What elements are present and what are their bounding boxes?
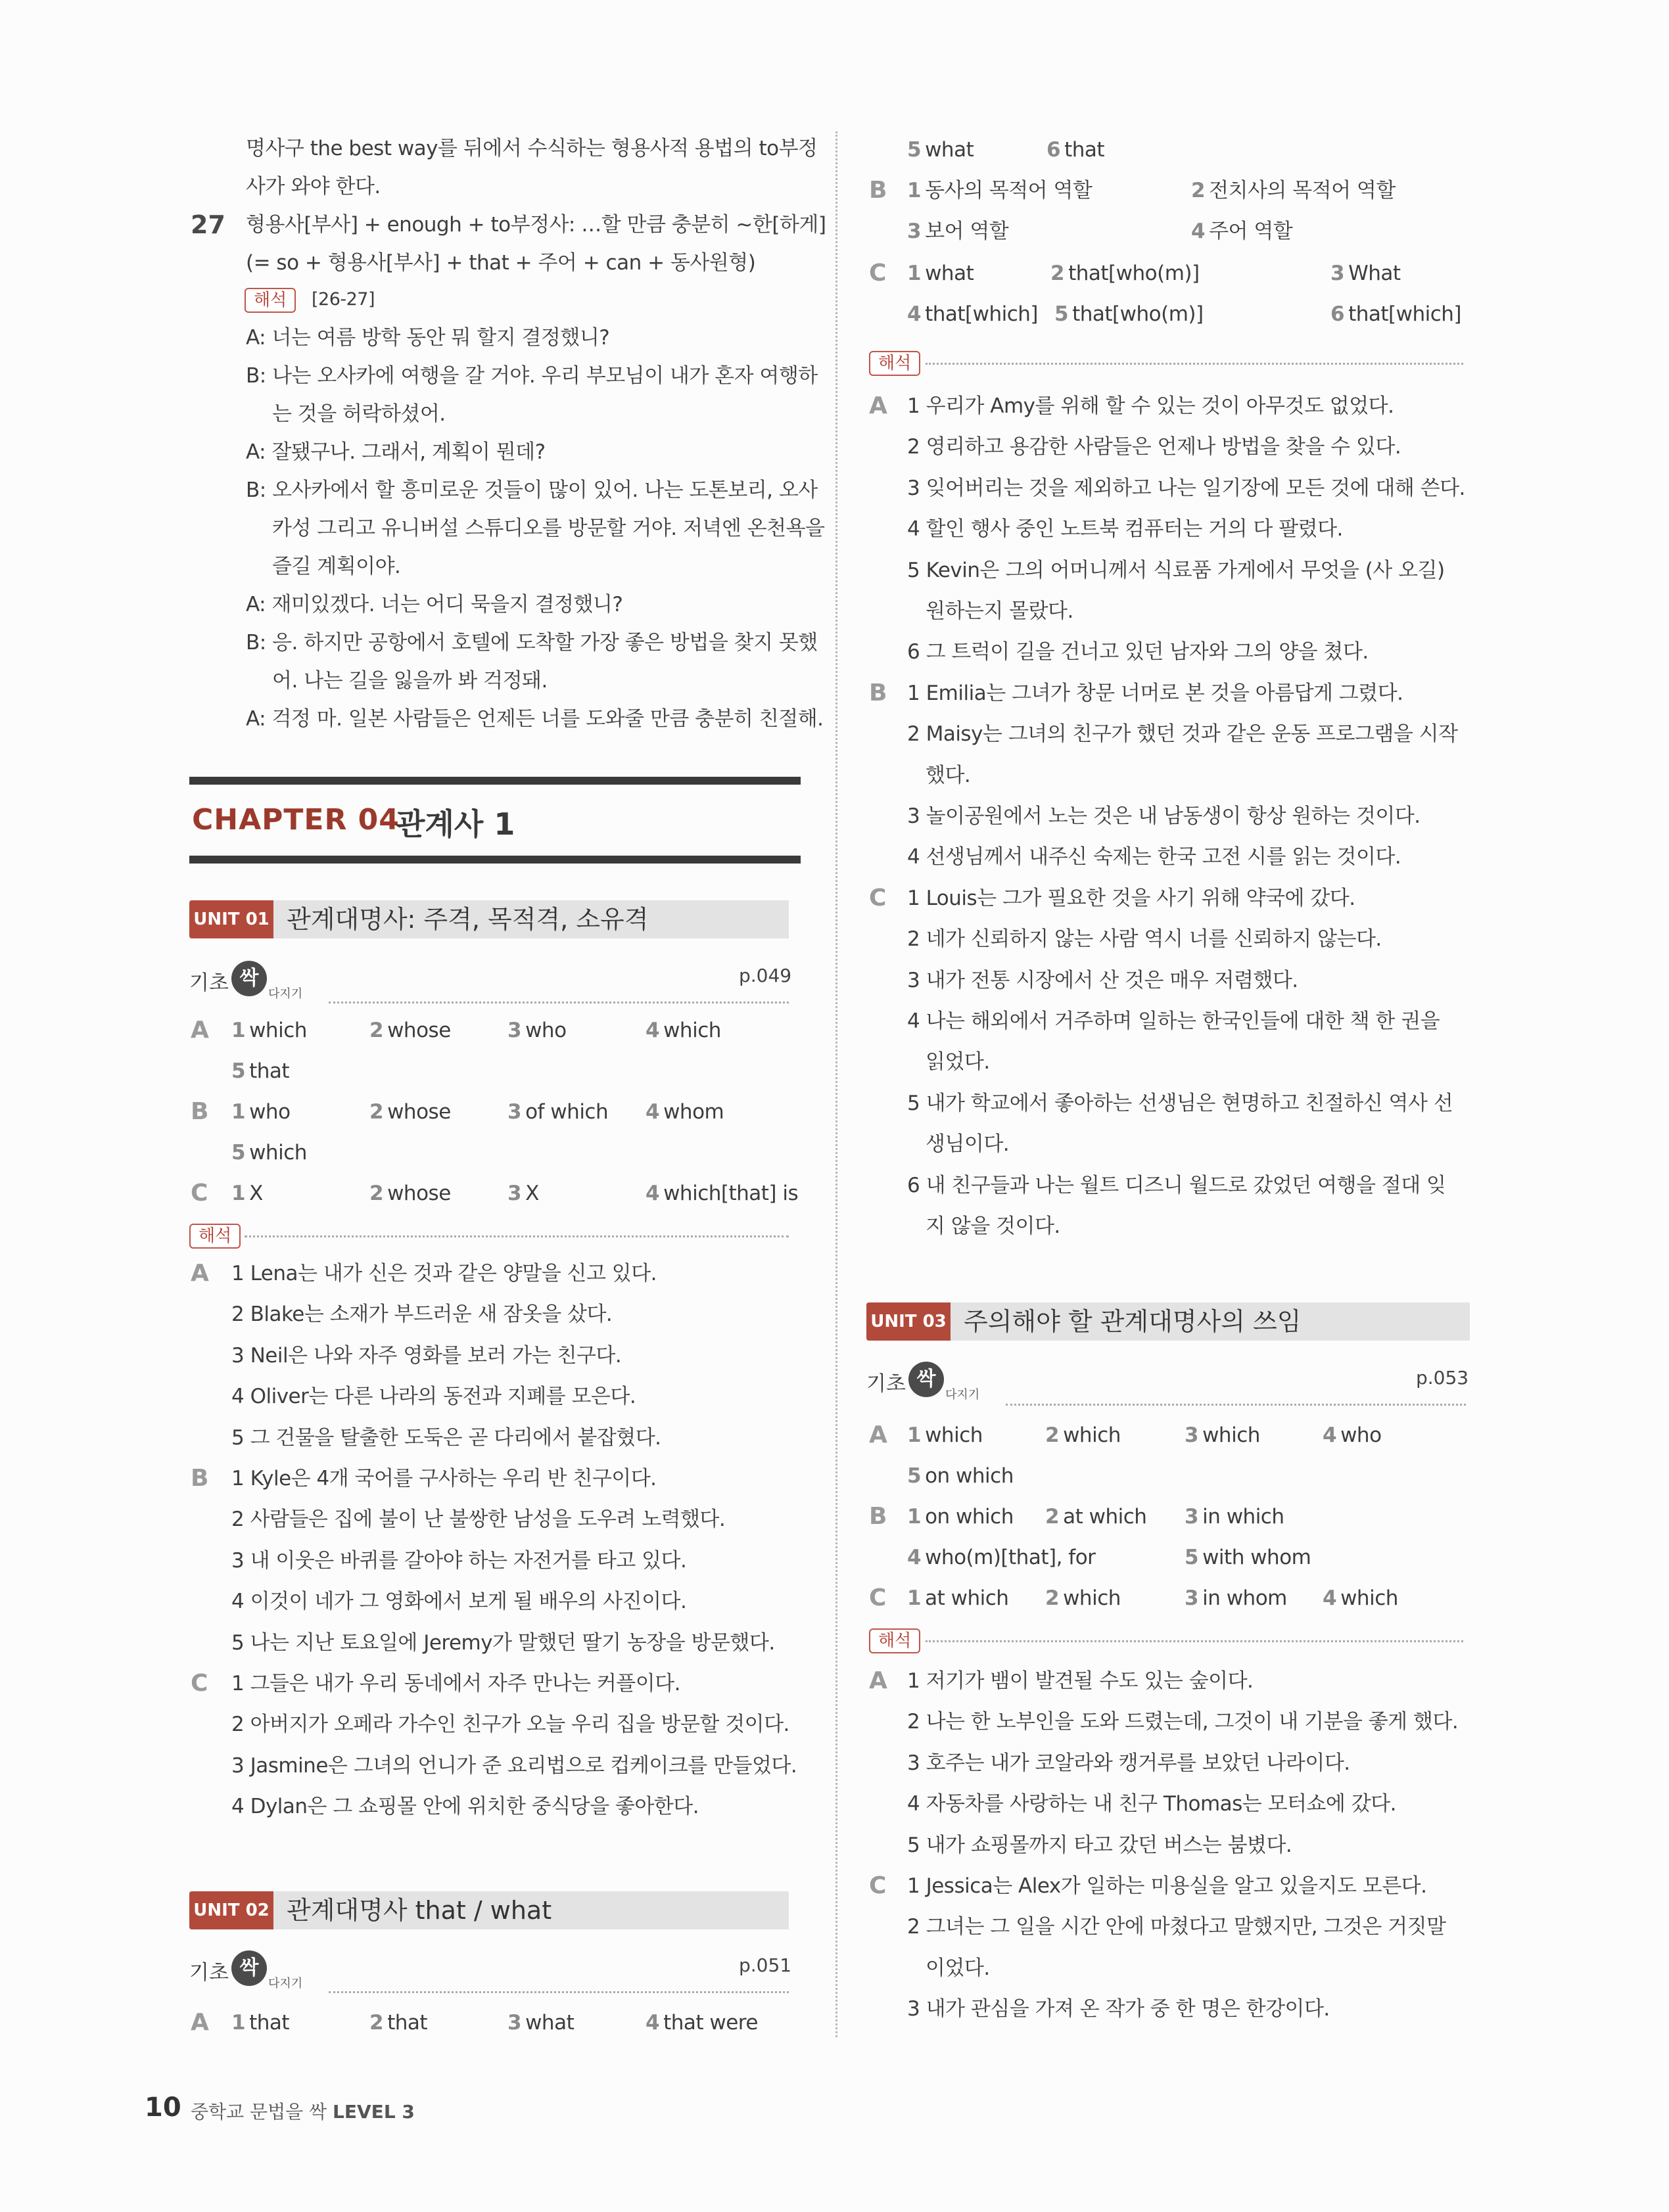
answer-number: 4 <box>646 1100 660 1124</box>
answer-item <box>907 1544 1095 1571</box>
answer-item <box>231 1180 263 1207</box>
unit-title: 관계대명사 that / what <box>287 1896 552 1925</box>
translation-line: 1 저기가 뱀이 발견될 수도 있는 숲이다. <box>907 1669 1254 1693</box>
translation-line: 이었다. <box>926 1956 990 1980</box>
answer-number: 2 <box>1045 1423 1060 1447</box>
answer-number: 3 <box>1185 1423 1199 1447</box>
translation-line: 4 할인 행사 중인 노트북 컴퓨터는 거의 다 팔렸다. <box>907 517 1343 541</box>
footer-title-text: 중학교 문법을 싹 <box>191 2101 327 2123</box>
answer-number: 2 <box>1050 262 1065 285</box>
section-mark-b: B <box>869 679 887 706</box>
answer-number: 1 <box>907 262 922 285</box>
daji-label: 다지기 <box>268 1977 303 1991</box>
answer-item <box>1323 1585 1398 1611</box>
answer-item <box>907 1422 983 1448</box>
answer-number: 6 <box>1330 302 1345 326</box>
answer-value: X <box>525 1182 539 1205</box>
section-mark-c: C <box>869 260 887 287</box>
section-mark-b: B <box>191 1465 209 1492</box>
translation-line: 1 Kyle은 4개 국어를 구사하는 우리 반 친구이다. <box>231 1467 657 1490</box>
dotted-rule <box>1006 1404 1466 1406</box>
translation-line: 6 그 트럭이 길을 건너고 있던 남자와 그의 양을 쳤다. <box>907 640 1369 664</box>
translation-line: 6 내 친구들과 나는 월트 디즈니 월드로 갔었던 여행을 절대 잊 <box>907 1173 1446 1197</box>
dialog-line: A: 재미있겠다. 너는 어디 묵을지 결정했니? <box>246 593 623 616</box>
answer-item <box>1045 1422 1121 1448</box>
answer-number: 3 <box>907 219 922 243</box>
daji-label: 다지기 <box>268 987 303 1001</box>
answer-item <box>507 2010 574 2036</box>
translation-line: 원하는지 몰랐다. <box>926 599 1073 623</box>
translation-line: 4 나는 해외에서 거주하며 일하는 한국인들에 대한 책 한 권을 <box>907 1009 1440 1033</box>
column-divider <box>835 131 837 2037</box>
answer-number: 2 <box>369 1100 384 1124</box>
answer-value: in whom <box>1202 1586 1287 1610</box>
answer-item <box>507 1099 608 1125</box>
translation-line: 생님이다. <box>926 1132 1010 1157</box>
translation-line: 1 우리가 Amy를 위해 할 수 있는 것이 아무것도 없었다. <box>907 394 1394 418</box>
chapter-rule-top <box>189 777 801 785</box>
page-reference: p.051 <box>739 1954 792 1976</box>
answer-value: which <box>249 1019 307 1042</box>
answer-number: 2 <box>369 1182 384 1205</box>
dialog-line: B: 오사카에서 할 흥미로운 것들이 많이 있어. 나는 도톤보리, 오사 <box>246 478 818 502</box>
ssak-badge: 싹 <box>231 1950 267 1986</box>
answer-item <box>907 1585 1008 1611</box>
translation-tag: 해석 <box>245 288 296 313</box>
answer-value: at which <box>1063 1505 1147 1529</box>
answer-value: which <box>925 1423 983 1447</box>
translation-line: 2 그녀는 그 일을 시간 안에 마쳤다고 말했지만, 그것은 거짓말 <box>907 1915 1446 1939</box>
answer-value: with whom <box>1202 1546 1311 1569</box>
ssak-badge: 싹 <box>908 1362 944 1397</box>
answer-number: 5 <box>231 1059 246 1083</box>
dialog-line: 는 것을 허락하셨어. <box>272 402 446 426</box>
translation-line: 1 Lena는 내가 신은 것과 같은 양말을 신고 있다. <box>231 1262 657 1285</box>
answer-number: 1 <box>231 1100 246 1124</box>
unit-02-header <box>189 1891 789 1929</box>
translation-line: 3 내가 전통 시장에서 산 것은 매우 저렴했다. <box>907 968 1298 992</box>
ssak-badge: 싹 <box>231 961 267 996</box>
answer-number: 5 <box>1054 302 1069 326</box>
answer-value: who <box>249 1100 291 1124</box>
dotted-rule <box>329 1991 789 1993</box>
answer-number: 4 <box>1191 219 1206 243</box>
unit-title: 관계대명사: 주격, 목적격, 소유격 <box>287 905 649 934</box>
answer-item <box>231 1017 307 1044</box>
chapter-number: CHAPTER 04 <box>192 803 400 837</box>
answer-value: whose <box>387 1182 451 1205</box>
translation-line: 5 내가 학교에서 좋아하는 선생님은 현명하고 친절하신 역사 선 <box>907 1091 1453 1115</box>
answer-value: that <box>387 2011 428 2035</box>
intro-line: 사가 와야 한다. <box>246 175 381 198</box>
range-label: [26-27] <box>312 289 375 310</box>
translation-line: 3 내가 관심을 가져 온 작가 중 한 명은 한강이다. <box>907 1997 1330 2021</box>
answer-value: that <box>1064 138 1105 162</box>
answer-number: 1 <box>907 1586 922 1610</box>
section-mark-c: C <box>869 1872 887 1899</box>
answer-item <box>231 2010 289 2036</box>
answer-item <box>907 1504 1014 1530</box>
dotted-rule <box>329 1002 789 1003</box>
section-mark-b: B <box>191 1098 209 1125</box>
section-mark-b: B <box>869 177 887 204</box>
dialog-line: B: 응. 하지만 공항에서 호텔에 도착할 가장 좋은 방법을 찾지 못했 <box>246 631 818 655</box>
answer-number: 6 <box>1046 138 1061 162</box>
section-mark-a: A <box>869 1667 887 1694</box>
answer-value: which <box>1202 1423 1260 1447</box>
dotted-rule <box>245 1235 789 1237</box>
answer-number: 2 <box>1191 179 1206 202</box>
dotted-rule <box>926 363 1463 365</box>
answer-number: 5 <box>231 1141 246 1164</box>
unit-01-header <box>189 900 789 938</box>
section-mark-a: A <box>869 392 887 419</box>
unit-badge: UNIT 02 <box>189 1891 273 1929</box>
answer-number: 4 <box>646 1019 660 1042</box>
answer-item <box>907 301 1038 327</box>
answer-value: that[which] <box>925 302 1039 326</box>
answer-number: 3 <box>507 1182 522 1205</box>
page-number: 10 <box>145 2092 181 2123</box>
answer-value: X <box>249 1182 263 1205</box>
chapter-rule-bottom <box>189 856 801 864</box>
answer-number: 1 <box>231 1182 246 1205</box>
page-reference: p.053 <box>1416 1367 1469 1389</box>
answer-number: 3 <box>507 1100 522 1124</box>
unit-badge: UNIT 01 <box>189 900 273 938</box>
section-mark-c: C <box>869 884 887 911</box>
answer-item <box>231 1099 291 1125</box>
answer-value: of which <box>525 1100 609 1124</box>
answer-value: on which <box>925 1505 1014 1529</box>
answer-item <box>369 1099 451 1125</box>
answer-item <box>1185 1544 1311 1571</box>
answer-value: what <box>925 262 974 285</box>
translation-line: 2 영리하고 용감한 사람들은 언제나 방법을 찾을 수 있다. <box>907 435 1401 459</box>
translation-line: 2 아버지가 오페라 가수인 친구가 오늘 우리 집을 방문할 것이다. <box>231 1713 789 1737</box>
answer-number: 4 <box>646 1182 660 1205</box>
answer-item <box>1054 301 1204 327</box>
section-mark-c: C <box>869 1584 887 1611</box>
answer-value: at which <box>925 1586 1009 1610</box>
section-mark-a: A <box>869 1421 887 1448</box>
translation-line: 4 선생님께서 내주신 숙제는 한국 고전 시를 읽는 것이다. <box>907 845 1401 869</box>
kiso-label: 기초 <box>189 971 229 995</box>
question-number: 27 <box>191 210 225 239</box>
answer-number: 4 <box>646 2011 660 2035</box>
footer-book-title <box>191 2098 415 2124</box>
translation-line: 3 호주는 내가 코알라와 캥거루를 보았던 나라이다. <box>907 1751 1350 1775</box>
translation-line: 2 네가 신뢰하지 않는 사람 역시 너를 신뢰하지 않는다. <box>907 927 1382 952</box>
unit-title: 주의해야 할 관계대명사의 쓰임 <box>964 1307 1302 1336</box>
answer-item <box>646 1017 721 1044</box>
answer-item <box>231 1140 307 1166</box>
answer-value: that were <box>663 2011 758 2035</box>
answer-item <box>1323 1422 1382 1448</box>
answer-value: in which <box>1202 1505 1284 1529</box>
answer-item <box>507 1180 539 1207</box>
answer-item <box>1185 1504 1284 1530</box>
translation-line: 읽었다. <box>926 1050 990 1074</box>
answer-item <box>646 1099 724 1125</box>
answer-item <box>907 1463 1014 1489</box>
translation-line: 1 Louis는 그가 필요한 것을 사기 위해 약국에 갔다. <box>907 886 1355 910</box>
answer-number: 4 <box>1323 1423 1337 1447</box>
answer-value: whose <box>387 1019 451 1042</box>
translation-line: 5 내가 쇼핑몰까지 타고 갔던 버스는 붐볐다. <box>907 1833 1292 1857</box>
answer-number: 5 <box>1185 1546 1199 1569</box>
answer-value: who(m)[that], for <box>925 1546 1096 1569</box>
translation-line: 3 Neil은 나와 자주 영화를 보러 가는 친구다. <box>231 1343 622 1368</box>
answer-item <box>907 137 974 163</box>
translation-line: 했다. <box>926 763 971 787</box>
dialog-line: B: 나는 오사카에 여행을 갈 거야. 우리 부모님이 내가 혼자 여행하 <box>246 364 818 388</box>
answer-value: what <box>925 138 974 162</box>
section-mark-a: A <box>191 2009 209 2036</box>
answer-number: 5 <box>907 1464 922 1488</box>
dialog-line: A: 잘됐구나. 그래서, 계획이 뭔데? <box>246 440 546 464</box>
answer-value: 보어 역할 <box>925 219 1009 243</box>
answer-item <box>507 1017 567 1044</box>
answer-number: 2 <box>1045 1505 1060 1529</box>
answer-value: who <box>525 1019 567 1042</box>
translation-line: 4 Oliver는 다른 나라의 동전과 지폐를 모은다. <box>231 1385 636 1409</box>
translation-line: 지 않을 것이다. <box>926 1214 1060 1238</box>
answer-value: which <box>1063 1586 1121 1610</box>
translation-line: 5 Kevin은 그의 어머니께서 식료품 가게에서 무엇을 (사 오길) <box>907 558 1445 582</box>
translation-line: 3 Jasmine은 그녀의 언니가 준 요리법으로 컵케이크를 만들었다. <box>231 1753 797 1778</box>
answer-number: 5 <box>907 138 922 162</box>
translation-line: 2 나는 한 노부인을 도와 드렸는데, 그것이 내 기분을 좋게 했다. <box>907 1710 1459 1734</box>
answer-number: 1 <box>231 2011 246 2035</box>
answer-value: 동사의 목적어 역할 <box>925 179 1093 202</box>
answer-item <box>646 1180 798 1207</box>
answer-value: that[who(m)] <box>1068 262 1200 285</box>
answer-number: 1 <box>907 179 922 202</box>
explanation-line: (= so + 형용사[부사] + that + 주어 + can + 동사원형) <box>246 251 756 275</box>
kiso-label: 기초 <box>189 1961 229 1985</box>
answer-number: 4 <box>907 1546 922 1569</box>
answer-item <box>646 2010 758 2036</box>
answer-item <box>369 1017 451 1044</box>
translation-tag: 해석 <box>189 1224 241 1249</box>
translation-line: 5 그 건물을 탈출한 도둑은 곧 다리에서 붙잡혔다. <box>231 1425 661 1450</box>
answer-number: 4 <box>907 302 922 326</box>
answer-item <box>907 177 1092 204</box>
dialog-line: 카성 그리고 유니버설 스튜디오를 방문할 거야. 저녁엔 온천욕을 <box>272 517 825 540</box>
kiso-label: 기초 <box>866 1372 906 1396</box>
answer-item <box>1045 1585 1121 1611</box>
answer-item <box>369 1180 451 1207</box>
dialog-line: A: 걱정 마. 일본 사람들은 언제든 너를 도와줄 만큼 충분히 친절해. <box>246 707 824 731</box>
answer-item <box>1046 137 1104 163</box>
section-mark-a: A <box>191 1017 209 1044</box>
answer-value: that <box>249 2011 290 2035</box>
section-mark-c: C <box>191 1670 208 1697</box>
answer-number: 2 <box>369 2011 384 2035</box>
answer-number: 2 <box>1045 1586 1060 1610</box>
translation-line: 4 자동차를 사랑하는 내 친구 Thomas는 모터쇼에 갔다. <box>907 1792 1396 1816</box>
translation-line: 1 Emilia는 그녀가 창문 너머로 본 것을 아름답게 그렸다. <box>907 681 1403 705</box>
answer-value: which <box>249 1141 307 1164</box>
section-mark-a: A <box>191 1260 209 1287</box>
answer-item <box>1185 1422 1260 1448</box>
answer-item <box>907 218 1008 244</box>
answer-value: 전치사의 목적어 역할 <box>1209 179 1396 202</box>
answer-number: 3 <box>1185 1586 1199 1610</box>
translation-line: 2 사람들은 집에 불이 난 불쌍한 남성을 도우려 노력했다. <box>231 1508 726 1532</box>
answer-value: who <box>1340 1423 1382 1447</box>
unit-badge: UNIT 03 <box>866 1302 951 1341</box>
answer-number: 1 <box>231 1019 246 1042</box>
page-reference: p.049 <box>739 965 792 986</box>
answer-value: whose <box>387 1100 451 1124</box>
answer-value: which <box>1063 1423 1121 1447</box>
answer-number: 3 <box>507 2011 522 2035</box>
dialog-line: 즐길 계획이야. <box>272 555 401 578</box>
dialog-line: 어. 나는 길을 잃을까 봐 걱정돼. <box>272 669 548 693</box>
translation-line: 4 이것이 네가 그 영화에서 보게 될 배우의 사진이다. <box>231 1590 687 1614</box>
answer-value: whom <box>663 1100 724 1124</box>
section-mark-b: B <box>869 1503 887 1530</box>
translation-line: 3 잊어버리는 것을 제외하고 나는 일기장에 모든 것에 대해 쓴다. <box>907 476 1465 500</box>
footer-level: LEVEL 3 <box>333 2101 415 2123</box>
answer-value: 주어 역할 <box>1209 219 1293 243</box>
answer-number: 3 <box>1330 262 1345 285</box>
answer-number: 4 <box>1323 1586 1337 1610</box>
answer-number: 3 <box>507 1019 522 1042</box>
answer-item <box>1191 218 1292 244</box>
answer-item <box>1185 1585 1287 1611</box>
answer-item <box>1191 177 1396 204</box>
translation-tag: 해석 <box>869 1628 920 1653</box>
answer-value: What <box>1348 262 1401 285</box>
answer-value: which <box>1340 1586 1398 1610</box>
answer-number: 2 <box>369 1019 384 1042</box>
chapter-title: 관계사 1 <box>396 806 515 842</box>
explanation-line: 형용사[부사] + enough + to부정사: …할 만큼 충분히 ~한[하게] <box>246 213 826 237</box>
answer-value: which[that] is <box>663 1182 799 1205</box>
translation-line: 5 나는 지난 토요일에 Jeremy가 말했던 딸기 농장을 방문했다. <box>231 1630 775 1655</box>
answer-item <box>231 1058 289 1084</box>
answer-value: what <box>525 2011 575 2035</box>
answer-item <box>1050 260 1200 287</box>
answer-item <box>1330 301 1461 327</box>
dialog-line: A: 너는 여름 방학 동안 뭐 할지 결정했니? <box>246 326 610 350</box>
translation-line: 1 Jessica는 Alex가 일하는 미용실을 알고 있을지도 모른다. <box>907 1874 1427 1898</box>
translation-tag: 해석 <box>869 351 920 376</box>
translation-line: 2 Blake는 소재가 부드러운 새 잠옷을 샀다. <box>231 1302 613 1327</box>
answer-value: on which <box>925 1464 1014 1488</box>
translation-line: 3 내 이웃은 바퀴를 갈아야 하는 자전거를 타고 있다. <box>231 1548 687 1573</box>
dotted-rule <box>926 1640 1463 1642</box>
answer-item <box>907 260 974 287</box>
section-mark-c: C <box>191 1180 208 1207</box>
answer-number: 3 <box>1185 1505 1199 1529</box>
unit-03-header <box>866 1302 1470 1341</box>
translation-line: 2 Maisy는 그녀의 친구가 했던 것과 같은 운동 프로그램을 시작 <box>907 722 1458 747</box>
answer-item <box>1045 1504 1146 1530</box>
answer-item <box>369 2010 427 2036</box>
answer-value: that[which] <box>1348 302 1462 326</box>
answer-value: which <box>663 1019 721 1042</box>
translation-line: 4 Dylan은 그 쇼핑몰 안에 위치한 중식당을 좋아한다. <box>231 1795 699 1819</box>
answer-number: 1 <box>907 1423 922 1447</box>
translation-line: 1 그들은 내가 우리 동네에서 자주 만나는 커플이다. <box>231 1672 680 1695</box>
daji-label: 다지기 <box>945 1388 980 1402</box>
answer-item <box>1330 260 1401 287</box>
answer-value: that[who(m)] <box>1072 302 1204 326</box>
intro-line: 명사구 the best way를 뒤에서 수식하는 형용사적 용법의 to부정 <box>246 137 818 160</box>
translation-line: 3 놀이공원에서 노는 것은 내 남동생이 항상 원하는 것이다. <box>907 804 1421 828</box>
answer-value: that <box>249 1059 290 1083</box>
answer-number: 1 <box>907 1505 922 1529</box>
